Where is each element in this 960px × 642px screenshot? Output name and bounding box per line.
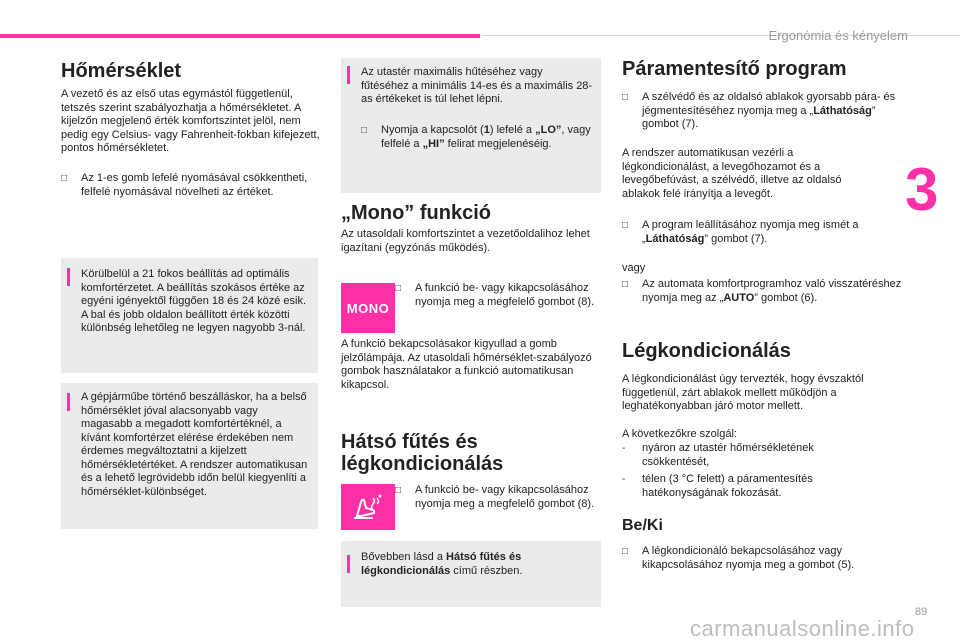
rear-climate-button-icon [341,484,395,530]
ac-serves: A következőkre szolgál: [622,428,737,440]
note-text: Bővebben lásd a Hátsó fűtés és légkondicionálás című részben. [361,551,523,577]
section-title-rear: Hátsó fűtés és légkondicionálás [341,431,504,475]
rear-seat-climate-icon [351,492,385,522]
note-box-entering [61,383,318,529]
defog-bullet-2: □ A program leállításához nyomja meg ismét a „Láthatóság” gombot (7). [622,219,859,245]
bullet-icon: □ [395,485,402,496]
intro-paragraph: A vezető és az első utas egymástól függetlenül, tetszés szerint szabályozhatja a hőmérsékletet. A kijelzőn megjelenő érték komfortszintet jelöl, nem pedig egy Celsius- vagy Fahrenheit-fokban kifejezett, pontos hőmérsékletet. [61,88,320,154]
header-accent-bar [0,34,480,38]
section-title-mono: „Mono” funkció [341,202,491,224]
bullet-text: Az 1-es gomb lefelé nyomásával csökkentheti, felfelé nyomásával növelheti az értéket. [81,172,308,198]
defog-paragraph: A rendszer automatikusan vezérli a légkondicionálást, a levegőhozamot és a levegőbefúvást, a szélvédő, illetve az oldalsó ablakok felé irányítja a levegőt. [622,147,842,200]
bullet-icon: □ [622,220,629,231]
mono-after: A funkció bekapcsolásakor kigyullad a gomb jelzőlámpája. Az utasoldali hőmérséklet-szabályozó gombok használatakor a funkció automatikusan kikapcsol. [341,338,592,391]
note-text: Körülbelül a 21 fokos beállítás ad optimális komfortérzetet. A beállítás szokásos értéke az egyéni igényektől függően 18 és 24 közé esik. A bal és jobb oldalon beállított érték közötti különbség lehetőleg ne legyen nagyobb 3-nál. [81,268,307,334]
bullet-icon: □ [395,283,402,294]
or-text: vagy [622,262,646,274]
note-text: A gépjárműbe történő beszálláskor, ha a belső hőmérséklet jóval alacsonyabb vagy magasabb a megadott komfortértéknél, a kívánt komfortérzet elérése érdekében nem érdemes megváltoztatni a kijelzett hőmérsékletértéket. A rendszer automatikusan és a lehető legrövidebb időn belül kiegyenlíti a hőmérséklet-különbséget. [81,391,308,498]
defog-bullet-1: □ A szélvédő és az oldalsó ablakok gyorsabb pára- és jégmentesítéséhez nyomja meg a „Láthatóság” gombot (7). [622,91,896,130]
rear-bullet: □ A funkció be- vagy kikapcsolásához nyomja meg a megfelelő gombot (8). [395,484,595,510]
mono-bullet: □ A funkció be- vagy kikapcsolásához nyomja meg a megfelelő gombot (8). [395,282,595,308]
note-text: Az utastér maximális hűtéséhez vagy fűtéséhez a minimális 14-es és a maximális 28-as értékeket is túl lehet lépni. [361,66,593,105]
ac-paragraph: A légkondicionálást úgy tervezték, hogy évszaktól függetlenül, zárt ablakok mellett működjön a leghatékonyabban járó motor mellett. [622,373,864,412]
section-title-homerseklet: Hőmérséklet [61,60,182,82]
mono-intro: Az utasoldali komfortszintet a vezetőoldalihoz lehet igazítani (egyzónás működés). [341,228,590,254]
note-accent-bar [347,555,350,573]
note-accent-bar [67,393,70,411]
bullet-button-1 [61,172,326,199]
ac-dash-2: - télen (3 °C felett) a páramentesítés hatékonyságának fokozását. [622,473,813,499]
note-box-rear [341,541,601,607]
watermark: carmanualsonline.info [690,616,915,641]
section-title-defog: Páramentesítő program [622,58,847,80]
bullet-icon: □ [61,173,68,184]
note-accent-bar [347,66,350,84]
note-box-max-cooling [341,58,601,193]
note-box-optimal [61,258,318,373]
chapter-number: 3 [905,156,939,223]
page-number: 89 [915,606,928,618]
ac-dash-1: - nyáron az utastér hőmérsékletének csökkentését, [622,442,814,468]
bullet-icon: □ [622,546,629,557]
note-bullet: □ Nyomja a kapcsolót (1) lefelé a „LO”, vagy felfelé a „HI” felirat megjelenéséig. [361,124,591,150]
section-title-ac: Légkondicionálás [622,340,791,362]
onoff-bullet: □ A légkondicionáló bekapcsolásához vagy kikapcsolásához nyomja meg a gombot (5). [622,545,855,571]
defog-bullet-3: □ Az automata komfortprogramhoz való visszatéréshez nyomja meg az „AUTO” gombot (6). [622,278,902,304]
note-accent-bar [67,268,70,286]
section-title-onoff: Be/Ki [622,517,663,534]
bullet-icon: □ [361,125,368,136]
mono-button-icon: MONO [341,283,395,333]
bullet-icon: □ [622,92,629,103]
chapter-title: Ergonómia és kényelem [768,28,908,43]
bullet-icon: □ [622,279,629,290]
